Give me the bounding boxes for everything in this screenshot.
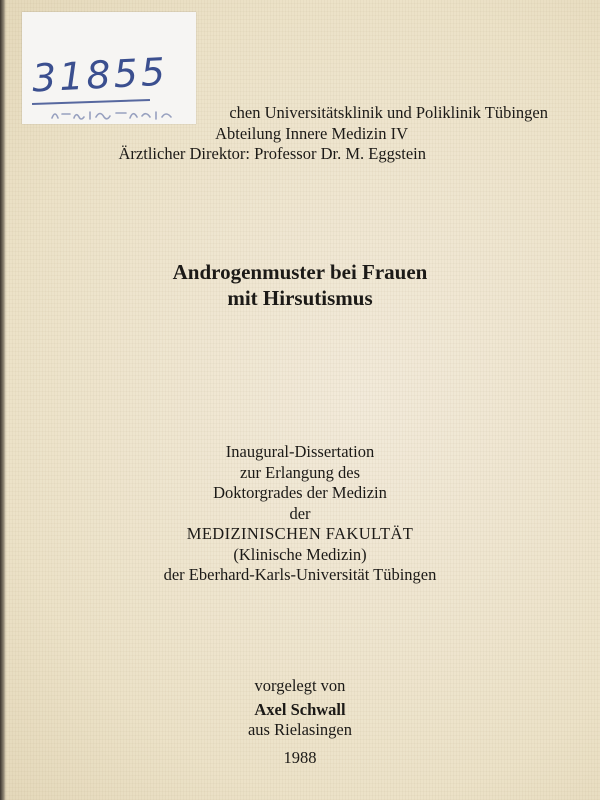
author-block — [0, 676, 600, 768]
statement-line-university: der Eberhard-Karls-Universität Tübingen — [163, 565, 437, 584]
statement-line-6: (Klinische Medizin) — [233, 544, 367, 564]
institution-header — [119, 103, 548, 165]
author-origin: aus Rielasingen — [247, 720, 353, 739]
dissertation-title — [0, 259, 600, 311]
statement-line-faculty: MEDIZINISCHEN FAKULTÄT — [186, 524, 414, 543]
presented-by: vorgelegt von — [254, 676, 346, 695]
title-line-2: mit Hirsutismus — [227, 286, 373, 310]
statement-line-1: Inaugural-Dissertation — [225, 442, 375, 461]
title-line-1: Androgenmuster bei Frauen — [172, 260, 428, 284]
inventory-number: 31855 — [30, 49, 169, 101]
dissertation-statement — [0, 442, 600, 586]
statement-line-4: der — [289, 503, 311, 523]
institution-line-director: Ärztlicher Direktor: Professor Dr. M. Eggstein — [118, 144, 426, 163]
institution-line-clinic: chen Universitätsklinik und Poliklinik Tübingen — [229, 103, 548, 122]
statement-line-2: zur Erlangung des — [239, 462, 361, 482]
publication-year: 1988 — [283, 747, 317, 767]
statement-line-3: Doktorgrades der Medizin — [213, 483, 387, 502]
author-name: Axel Schwall — [254, 699, 346, 719]
institution-line-department: Abteilung Innere Medizin IV — [215, 123, 408, 143]
